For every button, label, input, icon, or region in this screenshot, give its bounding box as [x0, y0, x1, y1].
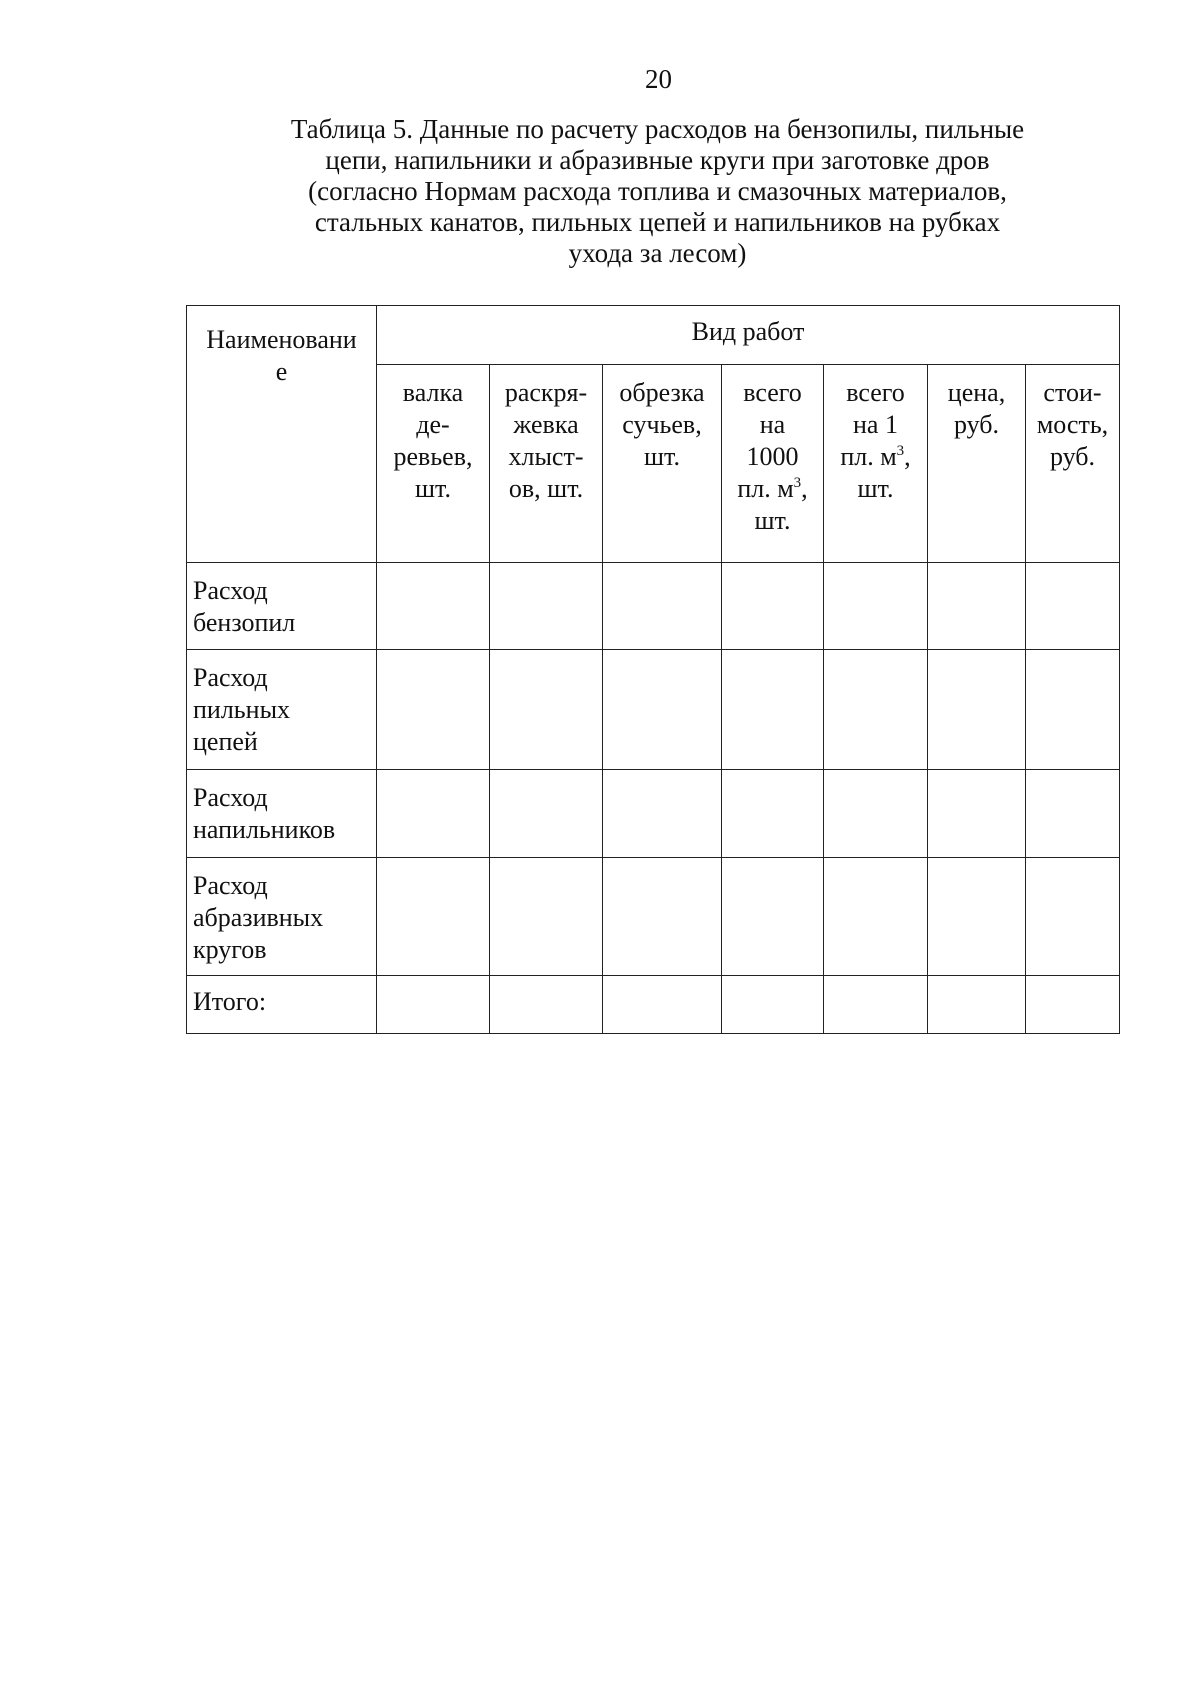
table-cell	[722, 650, 824, 770]
table-row	[187, 650, 1120, 770]
table-cell	[722, 976, 824, 1034]
table-cell	[490, 976, 603, 1034]
table-cell	[722, 858, 824, 976]
table-cell	[928, 976, 1026, 1034]
table-cell	[824, 563, 928, 650]
table-cell	[490, 650, 603, 770]
table-row	[187, 858, 1120, 976]
table-cell	[928, 770, 1026, 858]
column-header-delimbing: обрезка сучьев, шт.	[603, 365, 722, 563]
table-cell	[824, 858, 928, 976]
column-header-cost: стои- мость, руб.	[1026, 365, 1120, 563]
table-cell	[928, 563, 1026, 650]
caption-line: Таблица 5. Данные по расчету расходов на бензопилы, пильные	[290, 114, 1025, 144]
header-group-work-type: Вид работ	[377, 306, 1120, 365]
table-cell	[490, 858, 603, 976]
row-label-abrasive-wheels: Расход абразивных кругов	[187, 858, 377, 976]
table-cell	[603, 563, 722, 650]
table-cell	[377, 976, 490, 1034]
caption-line: (согласно Нормам расхода топлива и смазочных материалов,	[308, 176, 1007, 206]
table-cell	[824, 650, 928, 770]
table-cell	[490, 770, 603, 858]
table-cell	[824, 770, 928, 858]
caption-line: стальных канатов, пильных цепей и напильников на рубках	[314, 207, 1001, 237]
table-row	[187, 770, 1120, 858]
table-cell	[1026, 563, 1120, 650]
table-cell	[490, 563, 603, 650]
table-cell	[603, 650, 722, 770]
table-cell	[377, 770, 490, 858]
table-cell	[377, 650, 490, 770]
caption-line: цепи, напильники и абразивные круги при заготовке дров	[325, 145, 990, 175]
header-name-line: Наименовани	[206, 325, 357, 354]
table-cell	[722, 563, 824, 650]
table-cell	[1026, 858, 1120, 976]
column-header-bucking: раскря- жевка хлыст- ов, шт.	[490, 365, 603, 563]
table-cell	[928, 858, 1026, 976]
table-caption	[250, 114, 1065, 269]
row-label-files: Расход напильников	[187, 770, 377, 858]
table-cell	[928, 650, 1026, 770]
table-cell	[603, 858, 722, 976]
table-cell	[377, 858, 490, 976]
header-name-line: е	[275, 357, 288, 386]
table-cell	[824, 976, 928, 1034]
table-cell	[603, 770, 722, 858]
table-cell	[603, 976, 722, 1034]
column-header-price: цена, руб.	[928, 365, 1026, 563]
row-label-chainsaws: Расход бензопил	[187, 563, 377, 650]
table-cell	[1026, 770, 1120, 858]
row-label-saw-chains: Расход пильных цепей	[187, 650, 377, 770]
table-cell	[377, 563, 490, 650]
table-row	[187, 563, 1120, 650]
page-number: 20	[645, 64, 672, 94]
row-label-total: Итого:	[187, 976, 377, 1034]
table-cell	[722, 770, 824, 858]
table-cell	[1026, 976, 1120, 1034]
table-cell	[1026, 650, 1120, 770]
expense-table	[186, 305, 1120, 1034]
header-name	[187, 306, 377, 563]
column-header-felling: валка де- ревьев, шт.	[377, 365, 490, 563]
column-header-total-per-1: всего на 1 пл. $м^3$, шт.	[824, 365, 928, 563]
column-header-total-per-1000: всего на 1000 пл. $м^3$, шт.	[722, 365, 824, 563]
caption-line: ухода за лесом)	[568, 238, 747, 268]
table-row	[187, 976, 1120, 1034]
